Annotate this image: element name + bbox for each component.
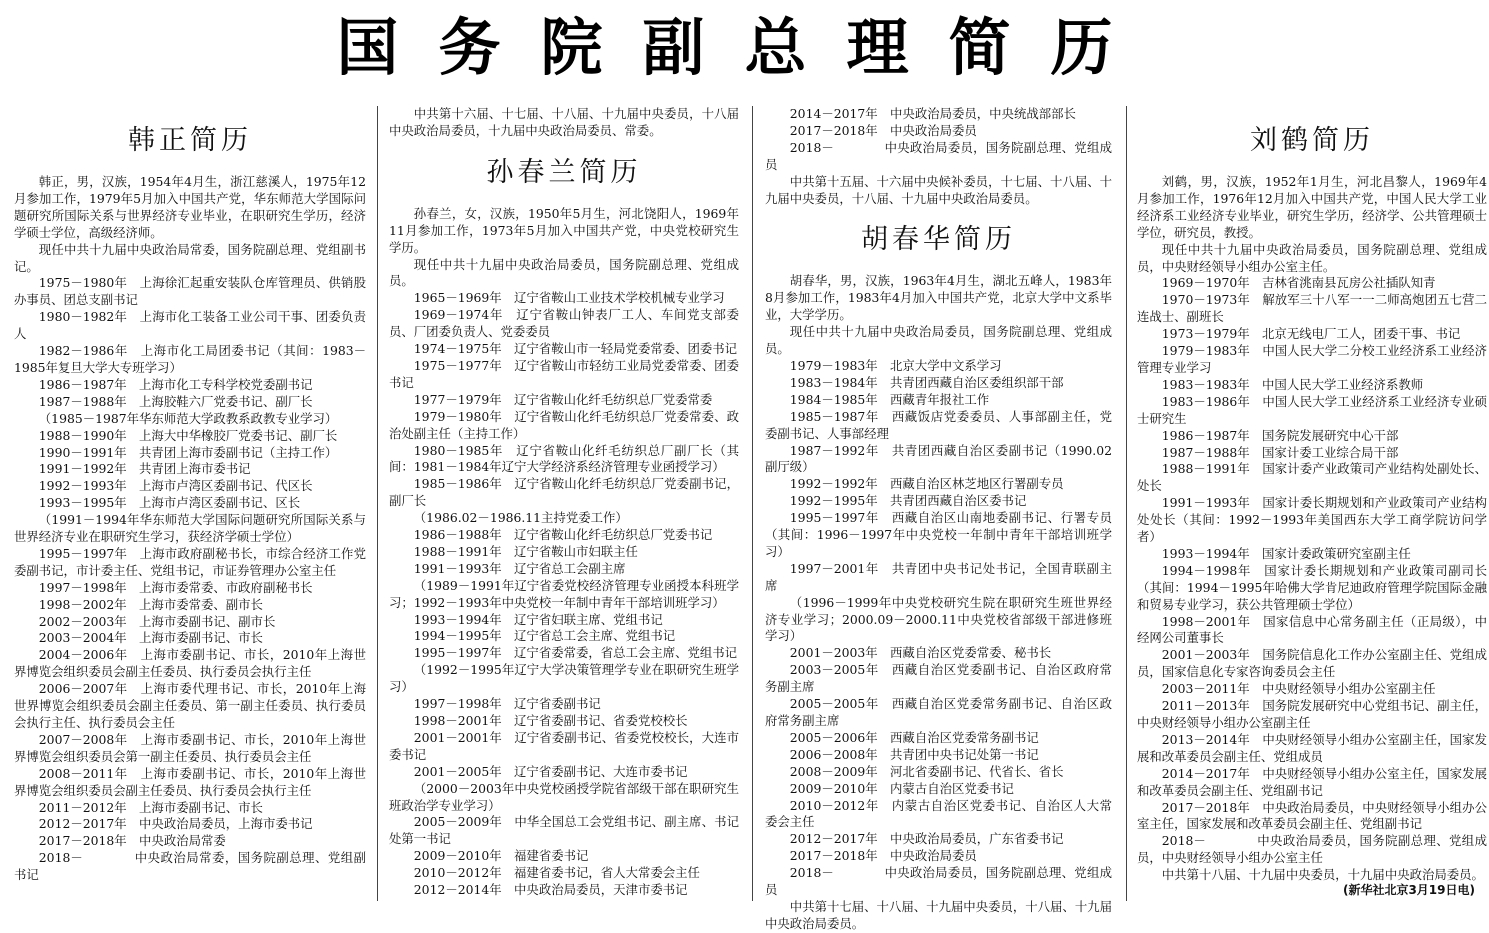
bio-paragraph: 2017－2018年 中央政治局委员，中央财经领导小组办公室主任，国家发展和改革委员会副主任、党组副书记 [1137, 799, 1487, 832]
bio-paragraph: 2002－2003年 上海市委副书记、副市长 [38, 613, 276, 629]
bio-paragraph: 1969－1970年 吉林省洮南县瓦房公社插队知青 [1161, 275, 1436, 291]
column-divider [752, 106, 753, 901]
bio-paragraph: 1987－1988年 国家计委工业综合局干部 [1161, 444, 1399, 460]
bio-paragraph: 韩正，男，汉族，1954年4月生，浙江慈溪人，1975年12月参加工作，1979年5月加入中国共产党，华东师范大学国际问题研究所国际关系与世界经济专业毕业，在职研究生学历，经济学硕士学位，高级经济师。 [14, 174, 366, 240]
bio-heading-hu-chunhua: 胡春华简历 [861, 224, 1016, 256]
bio-paragraph: 1973－1979年 北京无线电厂工人，团委干事、书记 [1161, 326, 1461, 342]
bio-paragraph: 2017－2018年 中央政治局委员 [789, 122, 977, 138]
bio-paragraph: 1990－1991年 共青团上海市委副书记（主持工作） [38, 444, 338, 460]
bio-paragraph: 2008－2009年 河北省委副书记、代省长、省长 [789, 763, 1064, 779]
column-divider [1126, 106, 1127, 901]
bio-paragraph: 2012－2017年 中央政治局委员，广东省委书记 [789, 831, 1064, 847]
bio-paragraph: 现任中共十九届中央政治局委员，国务院副总理、党组成员，中央财经领导小组办公室主任。 [1137, 241, 1487, 274]
bio-paragraph: 2009－2010年 内蒙古自治区党委书记 [789, 780, 1014, 796]
bio-paragraph: 2009－2010年 福建省委书记 [413, 848, 589, 864]
bio-paragraph: 1969－1974年 辽宁省鞍山钟表厂工人、车间党支部委员、厂团委负责人、党委委员 [389, 307, 739, 340]
bio-paragraph: （1986.02－1986.11主持党委工作） [413, 510, 628, 526]
bio-paragraph: 1979－1983年 北京大学中文系学习 [789, 357, 1002, 373]
bio-paragraph: 1982－1986年 上海市化工局团委书记（其间：1983－1985年复旦大学大专班学习） [14, 343, 366, 375]
bio-paragraph: 2011－2012年 上海市委副书记、市长 [38, 799, 263, 815]
bio-paragraph: 1974－1975年 辽宁省鞍山市一轻局党委常委、团委书记 [413, 341, 738, 357]
paragraph-group [1137, 174, 1487, 884]
column-hu-chunhua [765, 106, 1112, 931]
bio-paragraph: 1975－1977年 辽宁省鞍山市轻纺工业局党委常委、团委书记 [389, 357, 739, 390]
page-title: 国务院副总理简历 [336, 11, 1153, 84]
bio-paragraph: 2010－2012年 福建省委书记，省人大常委会主任 [413, 865, 700, 881]
bio-heading-sun-chunlan: 孙春兰简历 [486, 156, 642, 188]
bio-paragraph: 1985－1987年 西藏饭店党委委员、人事部副主任，党委副书记、人事部经理 [765, 408, 1112, 441]
bio-paragraph: （1985－1987年华东师范大学政教系政教专业学习） [38, 410, 338, 426]
bio-paragraph: 1985－1986年 辽宁省鞍山化纤毛纺织总厂党委副书记，副厂长 [389, 476, 739, 509]
bio-paragraph: 1984－1985年 西藏青年报社工作 [789, 391, 990, 407]
bio-paragraph: 2005－2005年 西藏自治区党委常务副书记、自治区政府常务副主席 [765, 696, 1112, 728]
bio-paragraph: 1998－2001年 辽宁省委副书记、省委党校校长 [413, 713, 688, 728]
bio-paragraph: 1983－1986年 中国人民大学工业经济系工业经济专业硕士研究生 [1137, 393, 1487, 426]
bio-heading-liu-he: 刘鹤简历 [1250, 125, 1374, 156]
bio-paragraph: 2011－2013年 国务院发展研究中心党组书记、副主任，中央财经领导小组办公室副主任 [1137, 698, 1487, 730]
paragraph-group [389, 206, 739, 899]
paragraph-group [765, 273, 1112, 932]
bio-paragraph: 1992－1993年 上海市卢湾区委副书记、代区长 [38, 478, 313, 494]
bio-paragraph: 1986－1987年 国务院发展研究中心干部 [1161, 427, 1399, 443]
bio-paragraph: （1996－1999年中央党校研究生院在职研究生班世界经济专业学习；2000.09－2000.11中央党校省部级干部进修班学习） [765, 594, 1112, 644]
bio-paragraph: 1991－1993年 辽宁省总工会副主席 [413, 560, 626, 576]
bio-paragraph: （1991－1994年华东师范大学国际问题研究所国际关系与世界经济专业在职研究生学习，获经济学硕士学位） [14, 512, 366, 545]
bio-paragraph: 2003－2005年 西藏自治区党委副书记、自治区政府常务副主席 [765, 662, 1112, 695]
bio-paragraph: （1992－1995年辽宁大学决策管理学专业在职研究生班学习） [389, 662, 739, 695]
bio-paragraph: 1988－1990年 上海大中华橡胶厂党委书记、副厂长 [38, 427, 338, 443]
bio-paragraph: 2012－2014年 中央政治局委员，天津市委书记 [413, 882, 688, 898]
bio-paragraph: 1994－1998年 国家计委长期规划和产业政策司副司长（其间：1994－1995年哈佛大学肯尼迪政府管理学院国际金融和贸易专业学习，获公共管理硕士学位） [1137, 562, 1487, 612]
bio-paragraph: 现任中共十九届中央政治局委员，国务院副总理、党组成员。 [765, 324, 1112, 357]
bio-paragraph: 1992－1992年 西藏自治区林芝地区行署副专员 [789, 476, 1064, 492]
bio-paragraph: 1979－1983年 中国人民大学二分校工业经济系工业经济管理专业学习 [1137, 343, 1487, 375]
bio-paragraph: 1988－1991年 辽宁省鞍山市妇联主任 [413, 543, 638, 559]
bio-paragraph: 2017－2018年 中央政治局常委 [38, 833, 226, 849]
column-liu-he [1137, 106, 1487, 901]
column-han-zheng [14, 106, 366, 901]
bio-paragraph: 2013－2014年 中央财经领导小组办公室副主任，国家发展和改革委员会副主任、党组成员 [1137, 731, 1487, 764]
bio-paragraph: 中共第十五届、十六届中央候补委员，十七届、十八届、十九届中央委员，十八届、十九届中央政治局委员。 [765, 173, 1112, 206]
bio-paragraph: 2001－2003年 国务院信息化工作办公室副主任、党组成员，国家信息化专家咨询委员会主任 [1137, 647, 1487, 680]
bio-paragraph: 1993－1995年 上海市卢湾区委副书记、区长 [38, 495, 301, 511]
bio-paragraph: 1995－1997年 西藏自治区山南地委副书记、行署专员（其间：1996－1997年中央党校一年制中青年干部培训班学习） [765, 510, 1112, 559]
bio-paragraph: 1992－1995年 共青团西藏自治区委书记 [789, 493, 1027, 509]
bio-heading-han-zheng: 韩正简历 [128, 125, 252, 156]
bio-paragraph: 中共第十八届、十九届中央委员，十九届中央政治局委员。 [1161, 867, 1484, 883]
bio-paragraph: 2006－2008年 共青团中央书记处第一书记 [789, 746, 1039, 762]
bio-paragraph: 2012－2017年 中央政治局委员，上海市委书记 [38, 816, 313, 832]
bio-paragraph: 2017－2018年 中央政治局委员 [789, 848, 977, 864]
bio-paragraph: 1986－1987年 上海市化工专科学校党委副书记 [38, 376, 313, 392]
bio-paragraph: 1997－1998年 辽宁省委副书记 [413, 696, 601, 712]
bio-paragraph: 1980－1982年 上海市化工装备工业公司干事、团委负责人 [14, 309, 366, 342]
bio-paragraph: 2014－2017年 中央政治局委员，中央统战部部长 [789, 106, 1076, 121]
bio-paragraph: 2003－2004年 上海市委副书记、市长 [38, 630, 263, 646]
bio-paragraph: 1991－1993年 国家计委长期规划和产业政策司产业结构处处长（其间：1992－1993年美国西东大学工商学院访问学者） [1137, 495, 1487, 545]
bio-paragraph: 2005－2009年 中华全国总工会党组书记、副主席、书记处第一书记 [389, 814, 739, 847]
bio-paragraph: 1983－1983年 中国人民大学工业经济系教师 [1161, 376, 1424, 392]
bio-paragraph: 1987－1988年 上海胶鞋六厂党委书记、副厂长 [38, 393, 313, 409]
column-divider [377, 106, 378, 901]
bio-paragraph: 2018－ 中央政治局委员，国务院副总理、党组成员 [765, 139, 1112, 172]
bio-paragraph: 1998－2002年 上海市委常委、副市长 [38, 596, 263, 612]
bio-paragraph: 2007－2008年 上海市委副书记、市长，2010年上海世界博览会组织委员会第一副主任委员、执行委员会主任 [14, 731, 366, 764]
bio-paragraph: 1997－1998年 上海市委常委、市政府副秘书长 [38, 579, 313, 595]
bio-paragraph: 1997－2001年 共青团中央书记处书记，全国青联副主席 [765, 560, 1112, 593]
bio-paragraph: （1989－1991年辽宁省委党校经济管理专业函授本科班学习；1992－1993年中央党校一年制中青年干部培训班学习） [389, 577, 739, 610]
bio-paragraph: 1983－1984年 共青团西藏自治区委组织部干部 [789, 374, 1064, 390]
bio-paragraph: 2003－2011年 中央财经领导小组办公室副主任 [1161, 681, 1436, 697]
bio-paragraph: 1977－1979年 辽宁省鞍山化纤毛纺织总厂党委常委 [413, 391, 713, 407]
bio-paragraph: 2010－2012年 内蒙古自治区党委书记、自治区人大常委会主任 [765, 797, 1112, 830]
column-sun-chunlan [389, 106, 739, 901]
byline: (新华社北京3月19日电) [1342, 883, 1475, 897]
bio-paragraph: 2018－ 中央政治局常委，国务院副总理、党组副书记 [14, 850, 366, 883]
bio-paragraph: 2001－2005年 辽宁省委副书记、大连市委书记 [413, 763, 688, 779]
paragraph-group [389, 106, 739, 140]
paragraph-group [765, 106, 1112, 207]
bio-paragraph: 1993－1994年 国家计委政策研究室副主任 [1161, 545, 1411, 561]
bio-paragraph: 刘鹤，男，汉族，1952年1月生，河北昌黎人，1969年4月参加工作，1976年12月加入中国共产党，中国人民大学工业经济系工业经济专业毕业，研究生学历，经济学、公共管理硕士学位，研究员，教授。 [1137, 174, 1487, 240]
bio-paragraph: 2004－2006年 上海市委副书记、市长，2010年上海世界博览会组织委员会副主任委员、执行委员会执行主任 [14, 647, 366, 680]
bio-paragraph: 胡春华，男，汉族，1963年4月生，湖北五峰人，1983年8月参加工作，1983年4月加入中国共产党，北京大学中文系毕业，大学学历。 [765, 273, 1112, 323]
bio-paragraph: 现任中共十九届中央政治局委员，国务院副总理、党组成员。 [389, 256, 739, 289]
bio-paragraph: 2018－ 中央政治局委员，国务院副总理、党组成员 [765, 865, 1112, 898]
bio-paragraph: 2006－2007年 上海市委代理书记、市长，2010年上海世界博览会组织委员会副主任委员、第一副主任委员、执行委员会执行主任、执行委员会主任 [14, 681, 366, 730]
paragraph-group [14, 174, 366, 884]
bio-paragraph: 1994－1995年 辽宁省总工会主席、党组书记 [413, 628, 676, 644]
bio-paragraph: 1995－1997年 辽宁省委常委，省总工会主席、党组书记 [413, 645, 738, 661]
bio-paragraph: 中共第十六届、十七届、十八届、十九届中央委员，十八届中央政治局委员，十九届中央政治局委员、常委。 [389, 106, 739, 138]
bio-paragraph: 2018－ 中央政治局委员，国务院副总理、党组成员，中央财经领导小组办公室主任 [1137, 833, 1487, 866]
bio-paragraph: 2008－2011年 上海市委副书记、市长，2010年上海世界博览会组织委员会副主任委员、执行委员会执行主任 [14, 765, 366, 798]
bio-paragraph: 1988－1991年 国家计委产业政策司产业结构处副处长、处长 [1137, 461, 1487, 494]
bio-paragraph: 2014－2017年 中央财经领导小组办公室主任，国家发展和改革委员会副主任、党组副书记 [1137, 765, 1487, 798]
bio-paragraph: 1979－1980年 辽宁省鞍山化纤毛纺织总厂党委常委、政治处副主任（主持工作） [389, 408, 739, 441]
bio-paragraph: （2000－2003年中央党校函授学院省部级干部在职研究生班政治学专业学习） [389, 780, 739, 813]
bio-paragraph: 1991－1992年 共青团上海市委书记 [38, 461, 251, 477]
bio-paragraph: 中共第十七届、十八届、十九届中央委员，十八届、十九届中央政治局委员。 [765, 898, 1112, 931]
bio-paragraph: 1998－2001年 国家信息中心常务副主任（正局级），中经网公司董事长 [1137, 613, 1487, 646]
bio-paragraph: 1986－1988年 辽宁省鞍山化纤毛纺织总厂党委书记 [413, 527, 713, 543]
bio-paragraph: 1970－1973年 解放军三十八军一一二师高炮团五七营二连战士、副班长 [1137, 292, 1487, 325]
bio-paragraph: 2005－2006年 西藏自治区党委常务副书记 [789, 729, 1039, 745]
bio-paragraph: 1965－1969年 辽宁省鞍山工业技术学校机械专业学习 [413, 290, 725, 306]
bio-paragraph: 2001－2003年 西藏自治区党委常委、秘书长 [789, 645, 1052, 661]
bio-paragraph: 1975－1980年 上海徐汇起重安装队仓库管理员、供销股办事员、团总支副书记 [14, 275, 366, 308]
bio-paragraph: 孙春兰，女，汉族，1950年5月生，河北饶阳人，1969年11月参加工作，1973年5月加入中国共产党，中央党校研究生学历。 [389, 205, 739, 255]
bio-paragraph: 现任中共十九届中央政治局常委，国务院副总理、党组副书记。 [14, 241, 366, 274]
bio-paragraph: 1987－1992年 共青团西藏自治区委副书记（1990.02副厅级） [765, 442, 1112, 475]
bio-paragraph: 1993－1994年 辽宁省妇联主席、党组书记 [413, 611, 663, 627]
bio-paragraph: 1980－1985年 辽宁省鞍山化纤毛纺织总厂副厂长（其间：1981－1984年辽宁大学经济系经济管理专业函授学习） [389, 442, 739, 475]
bio-paragraph: 1995－1997年 上海市政府副秘书长，市综合经济工作党委副书记，市计委主任、党组书记，市证券管理办公室主任 [14, 545, 366, 578]
bio-paragraph: 2001－2001年 辽宁省委副书记、省委党校校长，大连市委书记 [389, 729, 739, 762]
